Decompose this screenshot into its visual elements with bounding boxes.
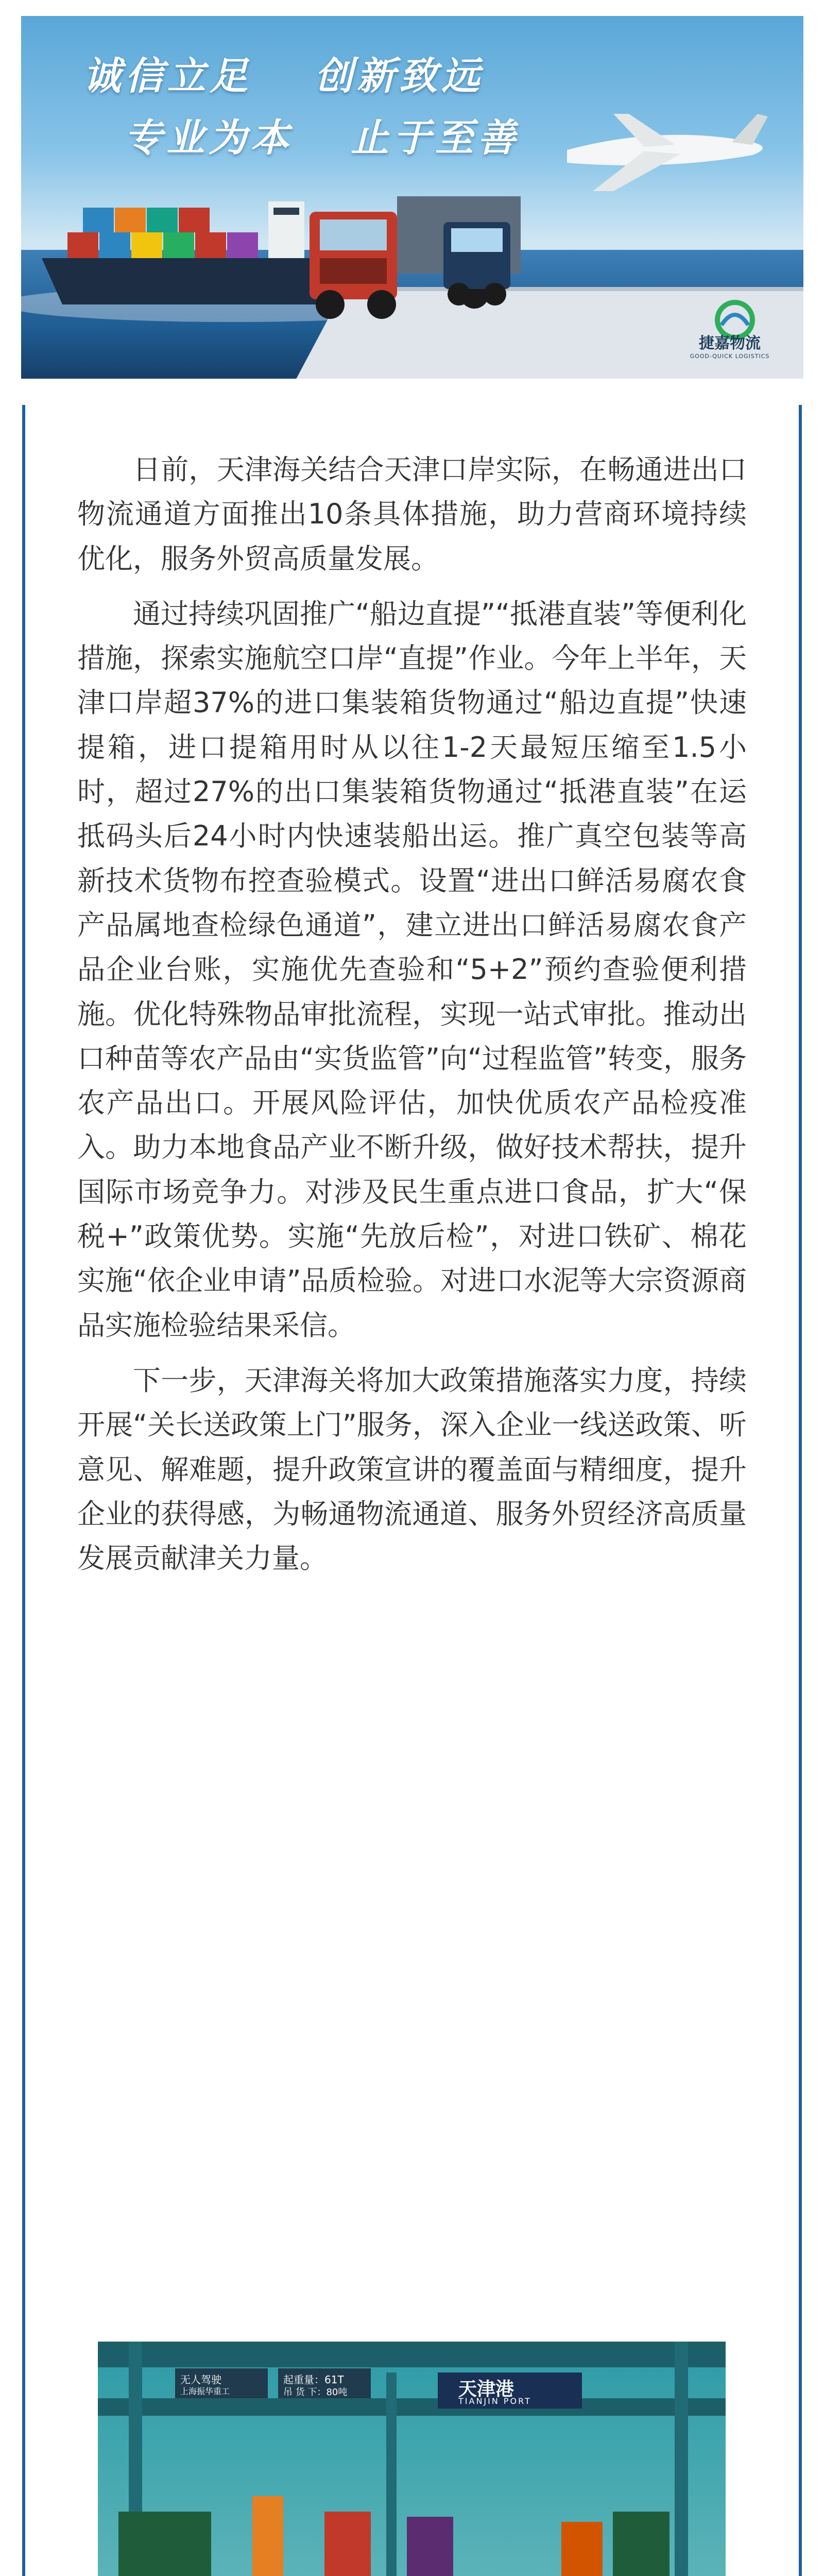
banner-badge [681, 301, 779, 363]
slogan-3: 专业为本 [124, 116, 293, 160]
article-body [77, 448, 747, 1581]
slogan-2: 创新致远 [315, 54, 484, 98]
airplane-icon [567, 114, 768, 191]
photo-sign-left-2: 上海振华重工 [180, 2386, 230, 2396]
photo-sign-mid-1: 起重量：61T [283, 2374, 344, 2386]
badge-name: 捷嘉物流 [699, 334, 761, 352]
article-paragraph: 通过持续巩固推广“船边直提”“抵港直装”等便利化措施，探索实施航空口岸“直提”作业。今年上半年，天津口岸超37%的进口集装箱货物通过“船边直提”快速提箱，进口提箱用时从以往1-2天最短压缩至1.5小时，超过27%的出口集装箱货物通过“抵港直装”在运抵码头后24小时内快速装船出运。推广真空包装等高新技术货物布控查验模式。设置“进出口鲜活易腐农食产品属地查检绿色通道”，建立进出口鲜活易腐农食产品企业台账，实施优先查验和“5+2”预约查验便利措施。优化特殊物品审批流程，实现一站式审批。推动出口种苗等农产品由“实货监管”向“过程监管”转变，服务农产品出口。开展风险评估，加快优质农产品检疫准入。助力本地食品产业不断升级，做好技术帮扶，提升国际市场竞争力。对涉及民生重点进口食品，扩大“保税+”政策优势。实施“先放后检”，对进口铁矿、棉花实施“依企业申请”品质检验。对进口水泥等大宗资源商品实施检验结果采信。 [77, 597, 747, 1342]
badge-en: GOOD-QUICK LOGISTICS [690, 353, 770, 360]
photo-sign-cn: 天津港 [458, 2379, 514, 2400]
photo-sign-en: TIANJIN PORT [458, 2396, 531, 2406]
article-paragraph: 日前，天津海关结合天津口岸实际，在畅通进出口物流通道方面推出10条具体措施，助力营商环境持续优化，服务外贸高质量发展。 [77, 453, 747, 575]
photo-sign-mid-2: 吊 货 下：80吨 [283, 2387, 348, 2398]
header-banner [21, 16, 803, 379]
port-photo [98, 2342, 726, 2576]
ship-icon [42, 201, 340, 304]
slogan-1: 诚信立足 [83, 54, 252, 98]
photo-sign-left-1: 无人驾驶 [180, 2374, 221, 2386]
article-paragraph: 下一步，天津海关将加大政策措施落实力度，持续开展“关长送政策上门”服务，深入企业一线送政策、听意见、解难题，提升政策宣讲的覆盖面与精细度，提升企业的获得感，为畅通物流通道、服务外贸经济高质量发展贡献津关力量。 [77, 1364, 747, 1575]
slogan-4: 止于至善 [351, 116, 520, 160]
